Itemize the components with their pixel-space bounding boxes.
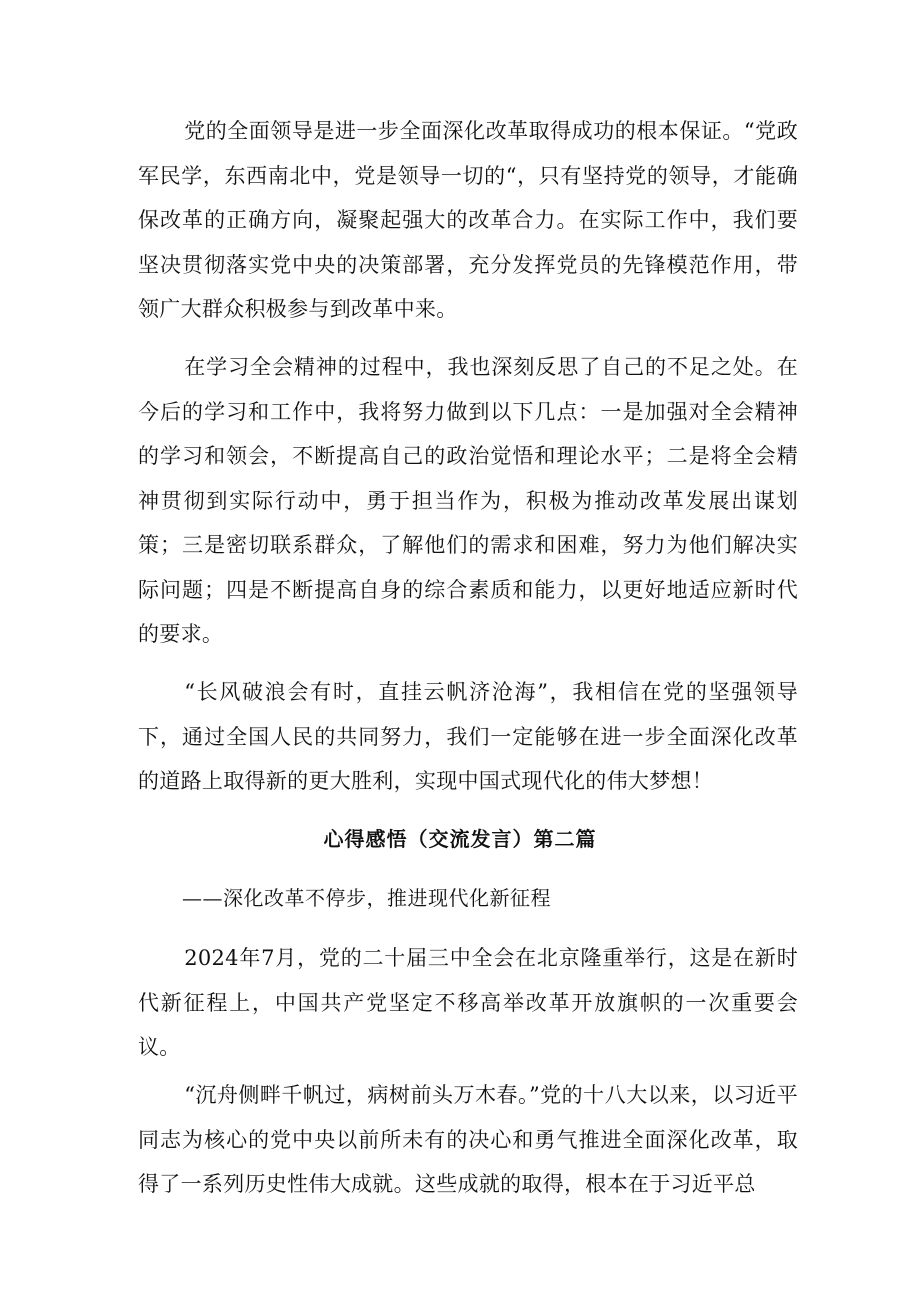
paragraph-plenary-session: 2024年7月，党的二十届三中全会在北京隆重举行，这是在新时代新征程上，中国共产党坚定不移高举改革开放旗帜的一次重要会议。 <box>138 946 798 1059</box>
paragraph-reform-achievements: “沉舟侧畔千帆过，病树前头万木春。”党的十八大以来，以习近平同志为核心的党中央以前所未有的决心和勇气推进全面深化改革，取得了一系列历史性伟大成就。这些成就的取得，根本在于习近平总 <box>138 1083 798 1196</box>
paragraph-closing-quote: “长风破浪会有时，直挂云帆济沧海”，我相信在党的坚强领导下，通过全国人民的共同努力，我们一定能够在进一步全面深化改革的道路上取得新的更大胜利，实现中国式现代化的伟大梦想！ <box>138 680 798 793</box>
paragraph-party-leadership: 党的全面领导是进一步全面深化改革取得成功的根本保证。“党政军民学，东西南北中，党是领导一切的“，只有坚持党的领导，才能确保改革的正确方向，凝聚起强大的改革合力。在实际工作中，我们要坚决贯彻落实党中央的决策部署，充分发挥党员的先锋模范作用，带领广大群众积极参与到改革中来。 <box>138 119 798 321</box>
section-subtitle: ——深化改革不停步，推进现代化新征程 <box>182 886 551 910</box>
section-title: 心得感悟（交流发言）第二篇 <box>323 827 597 851</box>
paragraph-self-reflection: 在学习全会精神的过程中，我也深刻反思了自己的不足之处。在今后的学习和工作中，我将努力做到以下几点：一是加强对全会精神的学习和领会，不断提高自己的政治觉悟和理论水平；二是将全会精神贯彻到实际行动中，勇于担当作为，积极为推动改革发展出谋划策；三是密切联系群众，了解他们的需求和困难，努力为他们解决实际问题；四是不断提高自身的综合素质和能力，以更好地适应新时代的要求。 <box>138 355 798 646</box>
